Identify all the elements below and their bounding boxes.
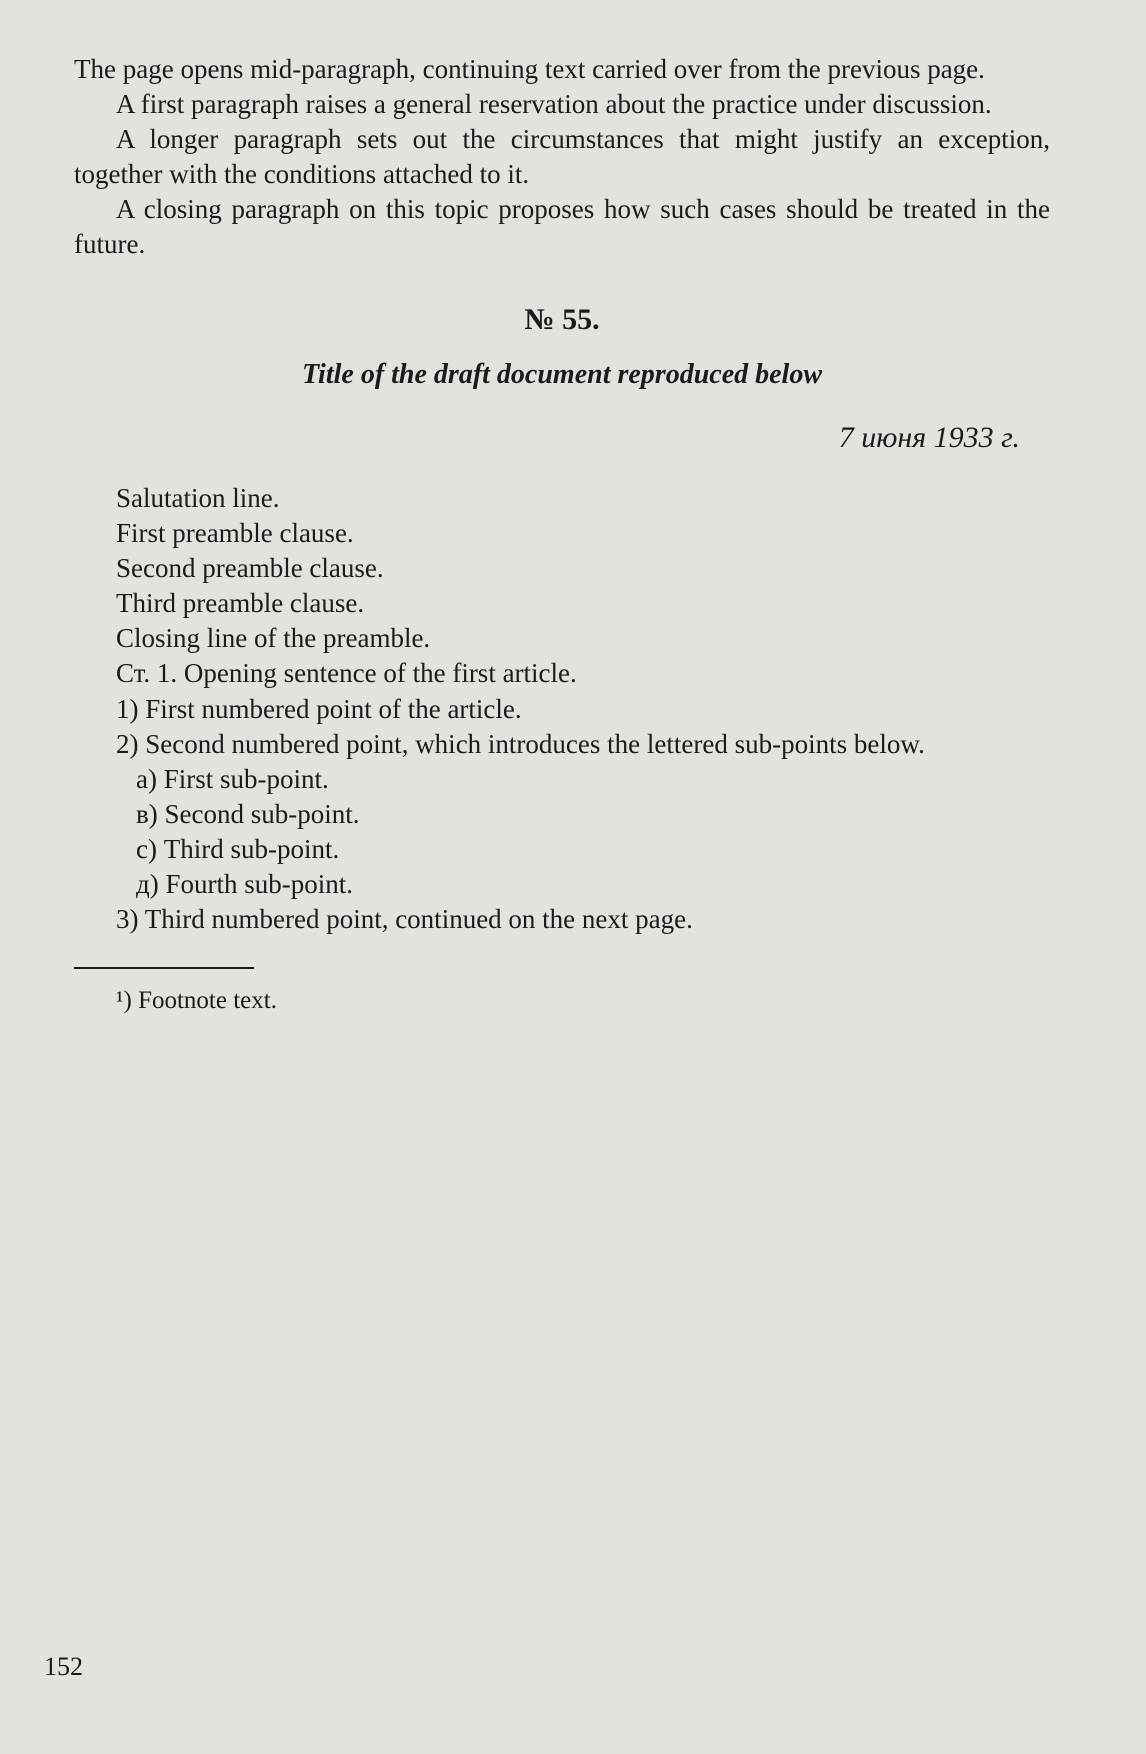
- article-1: Ст. 1. Opening sentence of the first article.: [116, 658, 577, 689]
- article-subitem-a: а) First sub-point.: [136, 763, 329, 794]
- article-subitem-c: с) Third sub-point.: [136, 833, 340, 864]
- body-paragraph-2: A longer paragraph sets out the circumstances that might justify an exception, together with the conditions attached to it.: [74, 124, 1050, 190]
- body-paragraph-1: A first paragraph raises a general reservation about the practice under discussion.: [116, 89, 992, 120]
- body-paragraph-3: A closing paragraph on this topic proposes how such cases should be treated in the future.: [74, 194, 1050, 260]
- article-subitem-b: в) Second sub-point.: [136, 798, 360, 829]
- article-item-3: 3) Third numbered point, continued on the next page.: [116, 904, 693, 935]
- intro-line-3: Second preamble clause.: [116, 553, 384, 584]
- article-item-1: 1) First numbered point of the article.: [116, 693, 522, 724]
- page-number: 152: [44, 1652, 83, 1681]
- footnote-divider: [74, 967, 254, 969]
- document-number: № 55.: [524, 302, 600, 336]
- document-title: Title of the draft document reproduced below: [301, 358, 823, 390]
- intro-line-2: First preamble clause.: [116, 518, 354, 549]
- article-item-2: 2) Second numbered point, which introduces the lettered sub-points below.: [116, 728, 925, 759]
- intro-line-5: Closing line of the preamble.: [116, 623, 431, 654]
- footnote: ¹) Footnote text.: [116, 987, 277, 1015]
- article-subitem-d: д) Fourth sub-point.: [136, 868, 353, 899]
- intro-line-4: Third preamble clause.: [116, 588, 365, 619]
- lead-paragraph: The page opens mid-paragraph, continuing text carried over from the previous page.: [74, 54, 985, 84]
- intro-line-1: Salutation line.: [116, 482, 280, 513]
- document-date: 7 июня 1933 г.: [838, 420, 1020, 454]
